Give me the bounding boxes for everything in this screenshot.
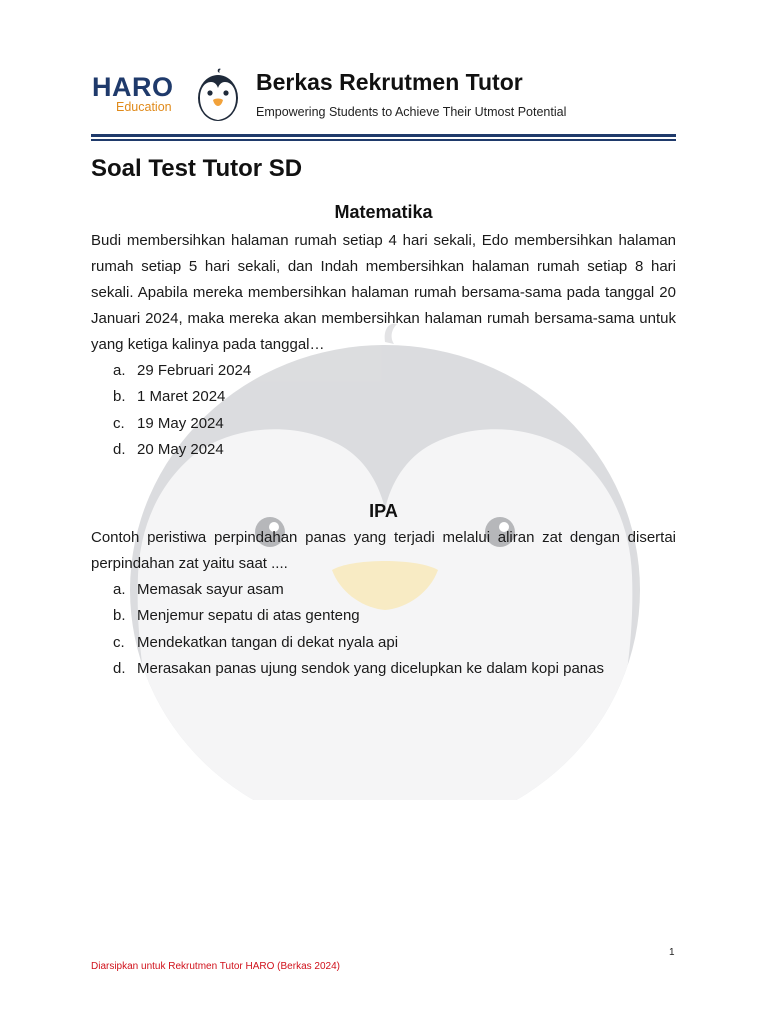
option-letter: b.	[113, 388, 126, 406]
question-ipa: Contoh peristiwa perpindahan panas yang terjadi melalui aliran zat dengan disertai perpindahan zat yaitu saat ....	[91, 529, 676, 573]
option-letter: c.	[113, 633, 125, 651]
option-item	[91, 437, 676, 463]
document-title: Berkas Rekrutmen Tutor	[256, 69, 523, 95]
option-item	[91, 577, 676, 603]
option-item	[91, 411, 676, 437]
option-item	[91, 384, 676, 410]
option-text: 29 Februari 2024	[137, 362, 252, 379]
footer-note: Diarsipkan untuk Rekrutmen Tutor HARO (Berkas 2024)	[91, 961, 340, 972]
option-letter: b.	[113, 607, 126, 625]
option-letter: d.	[113, 660, 126, 678]
option-letter: a.	[113, 362, 126, 379]
page-heading: Soal Test Tutor SD	[91, 155, 303, 182]
header-divider-thick	[91, 134, 676, 137]
option-text: 19 May 2024	[137, 414, 224, 432]
option-text: Menjemur sepatu di atas genteng	[137, 607, 360, 625]
option-text: Merasakan panas ujung sendok yang dicelupkan ke dalam kopi panas	[137, 660, 604, 678]
header-divider-thin	[91, 139, 676, 141]
section-title-ipa: IPA	[369, 501, 398, 522]
penguin-icon	[197, 68, 239, 122]
haro-logo	[91, 64, 241, 126]
document-header	[91, 64, 676, 140]
option-text: Mendekatkan tangan di dekat nyala api	[137, 633, 399, 651]
document-content	[91, 152, 676, 682]
option-text: Memasak sayur asam	[137, 581, 284, 599]
section-title-matematika: Matematika	[334, 202, 433, 222]
document-subtitle: Empowering Students to Achieve Their Utmost Potential	[256, 105, 567, 119]
page-number: 1	[669, 947, 675, 958]
option-letter: a.	[113, 581, 126, 599]
options-matematika	[91, 358, 676, 463]
option-item	[91, 603, 676, 629]
option-text: 1 Maret 2024	[137, 388, 226, 406]
option-letter: c.	[113, 414, 125, 432]
question-matematika: Budi membersihkan halaman rumah setiap 4 hari sekali, Edo membersihkan halaman rumah setiap 5 hari sekali, dan Indah membersihkan halaman rumah setiap 8 hari sekali. Apabila mereka membersihkan halaman rumah bersama-sama pada tanggal 20 Januari 2024, maka mereka akan membersihkan halaman rumah bersama-sama untuk yang ketiga kalinya pada tanggal…	[91, 232, 676, 353]
option-item	[91, 656, 676, 682]
logo-subtitle-text: Education	[116, 100, 172, 114]
option-letter: d.	[113, 440, 126, 458]
option-item	[91, 630, 676, 656]
logo-brand-text: HARO	[92, 72, 174, 102]
options-ipa	[91, 577, 676, 682]
option-item	[91, 358, 676, 384]
option-text: 20 May 2024	[137, 440, 224, 458]
